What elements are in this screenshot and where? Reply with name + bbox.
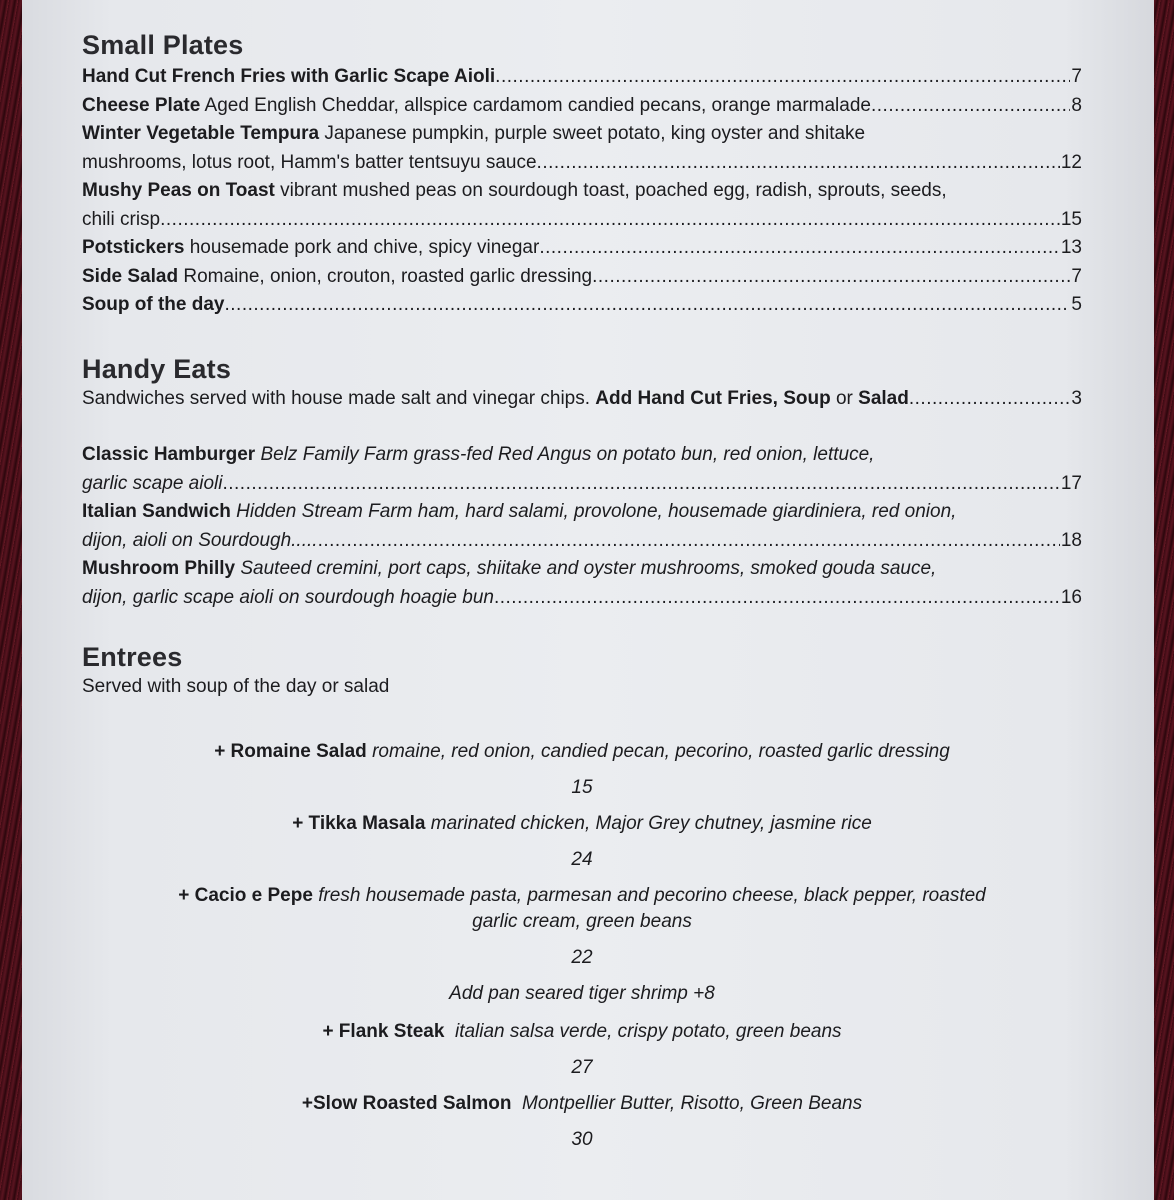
menu-item: [82, 498, 1082, 555]
item-name: Side Salad: [82, 265, 179, 287]
item-description: Sauteed cremini, port caps, shiitake and oyster mushrooms, smoked gouda sauce,: [240, 558, 937, 579]
item-description-cont: dijon, garlic scape aioli on sourdough hoagie bun: [82, 586, 494, 608]
item-name: Winter Vegetable Tempura: [82, 123, 320, 144]
intro-salad: Salad: [858, 387, 909, 409]
item-name: Italian Sandwich: [82, 501, 231, 522]
item-description-cont: garlic cream, green beans: [472, 911, 692, 932]
leader-dots: [539, 234, 1060, 263]
item-price: 8: [1071, 94, 1082, 116]
item-name: Cheese Plate: [82, 94, 201, 116]
item-price: 22: [571, 947, 593, 968]
item-description: Romaine, onion, crouton, roasted garlic dressing: [183, 265, 593, 287]
menu-item: [82, 63, 1082, 92]
leader-dots: [909, 385, 1071, 414]
item-description-cont: garlic scape aioli: [82, 472, 223, 494]
item-name: Hand Cut French Fries with Garlic Scape Aioli: [82, 66, 496, 87]
intro-price: 3: [1071, 387, 1082, 409]
item-description: Belz Family Farm grass-fed Red Angus on potato bun, red onion, lettuce,: [260, 444, 875, 465]
leader-dots: [225, 291, 1071, 320]
entree-item: [82, 739, 1082, 799]
section-intro: [82, 385, 1082, 414]
item-name: Mushroom Philly: [82, 558, 236, 579]
section-title-handy-eats: Handy Eats: [82, 353, 232, 384]
item-name: Classic Hamburger: [82, 444, 256, 465]
item-description: marinated chicken, Major Grey chutney, jasmine rice: [430, 813, 872, 834]
entree-item: [82, 1019, 1082, 1079]
item-addon: Add pan seared tiger shrimp +8: [449, 983, 715, 1004]
menu-item: [82, 263, 1082, 292]
item-price: 17: [1060, 472, 1082, 494]
item-description: vibrant mushed peas on sourdough toast, poached egg, radish, sprouts, seeds,: [280, 180, 947, 201]
item-description: Hidden Stream Farm ham, hard salami, provolone, housemade giardiniera, red onion,: [236, 501, 957, 522]
item-price: 7: [1071, 66, 1082, 87]
item-price: 30: [571, 1129, 593, 1150]
leader-dots: [495, 63, 1070, 92]
entree-item: [82, 1091, 1082, 1151]
item-description: italian salsa verde, crispy potato, green beans: [454, 1021, 842, 1042]
item-name: + Romaine Salad: [214, 741, 367, 762]
intro-addon: Add Hand Cut Fries, Soup: [595, 387, 831, 409]
item-description: fresh housemade pasta, parmesan and pecorino cheese, black pepper, roasted: [318, 885, 986, 906]
leader-dots: [537, 149, 1060, 178]
item-name: +Slow Roasted Salmon: [301, 1093, 512, 1114]
item-description-cont: chili crisp: [82, 208, 161, 230]
entree-item: [82, 811, 1082, 871]
leader-dots: [160, 206, 1060, 235]
section-title-small-plates: Small Plates: [82, 30, 244, 60]
item-name: Mushy Peas on Toast: [82, 180, 275, 201]
leader-dots: [592, 263, 1070, 292]
leader-dots: [318, 527, 1060, 556]
section-title-entrees: Entrees: [82, 642, 183, 672]
menu-content: [82, 30, 1082, 1151]
item-price: 12: [1060, 151, 1082, 173]
menu-item: [82, 291, 1082, 320]
intro-text: Sandwiches served with house made salt and vinegar chips.: [82, 387, 591, 409]
menu-item: [82, 441, 1082, 498]
item-description: Aged English Cheddar, allspice cardamom candied pecans, orange marmalade: [204, 94, 871, 116]
item-name: Soup of the day: [82, 294, 225, 315]
item-price: 15: [1060, 208, 1082, 230]
item-price: 7: [1071, 265, 1082, 287]
leader-dots: [871, 92, 1070, 121]
item-name: Potstickers: [82, 237, 185, 258]
menu-item: [82, 234, 1082, 263]
item-price: 5: [1071, 294, 1082, 315]
item-price: 24: [571, 849, 593, 870]
section-subtitle: Served with soup of the day or salad: [82, 676, 390, 697]
item-price: 16: [1060, 586, 1082, 608]
menu-item: [82, 92, 1082, 121]
item-description-cont: dijon, aioli on Sourdough.....: [82, 529, 318, 551]
item-price: 27: [571, 1057, 593, 1078]
menu-item: [82, 555, 1082, 612]
item-name: + Cacio e Pepe: [178, 885, 313, 906]
item-description: housemade pork and chive, spicy vinegar: [189, 237, 540, 258]
item-description-cont: mushrooms, lotus root, Hamm's batter tentsuyu sauce: [82, 151, 537, 173]
intro-or: or: [835, 387, 853, 409]
item-description: Montpellier Butter, Risotto, Green Beans: [522, 1093, 863, 1114]
entree-item: [82, 883, 1082, 1007]
menu-item: [82, 120, 1082, 177]
item-price: 18: [1060, 529, 1082, 551]
menu-item: [82, 177, 1082, 234]
item-price: 15: [571, 777, 593, 798]
leader-dots: [494, 584, 1060, 613]
item-name: + Tikka Masala: [292, 813, 426, 834]
item-name: + Flank Steak: [322, 1021, 445, 1042]
item-description: Japanese pumpkin, purple sweet potato, king oyster and shitake: [324, 123, 866, 144]
menu-page: [22, 0, 1154, 1200]
leader-dots: [222, 470, 1059, 499]
item-description: romaine, red onion, candied pecan, pecorino, roasted garlic dressing: [372, 741, 950, 762]
item-price: 13: [1060, 237, 1082, 258]
